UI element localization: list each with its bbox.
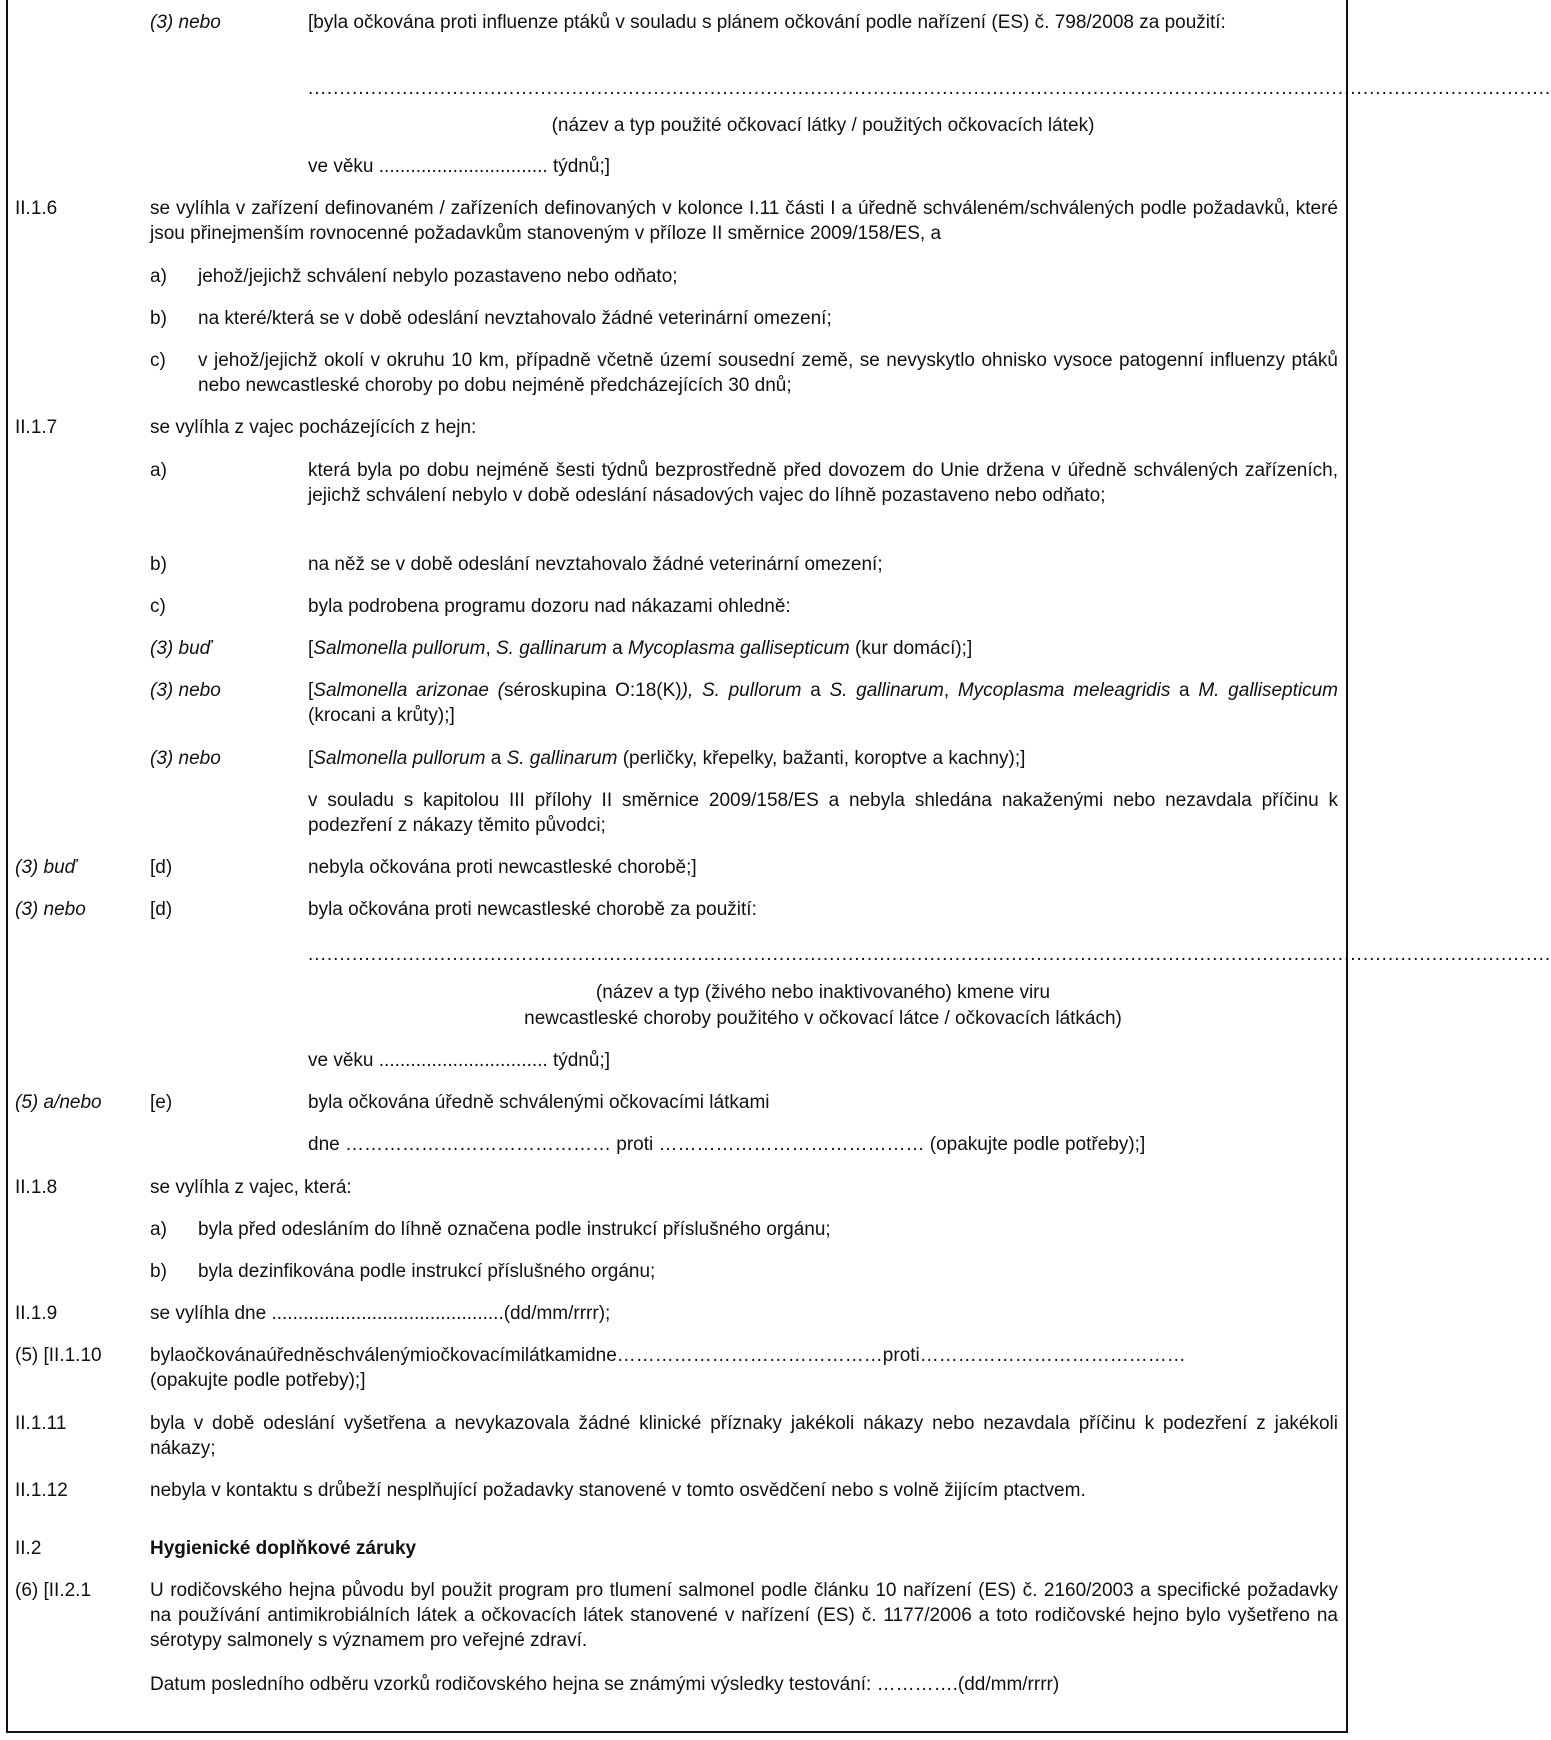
s117-c-letter: c) [150, 596, 166, 617]
opt1-text: [Salmonella pullorum, S. gallinarum a Mycoplasma gallisepticum (kur domácí);] [308, 638, 973, 659]
d2-caption-2: newcastleské choroby použitého v očkovací látce / očkovacích látkách) [524, 1008, 1122, 1029]
s118-a-letter: a) [150, 1219, 167, 1240]
s119-text: se vylíhla dne ............................................(dd/mm/rrrr); [150, 1303, 611, 1324]
s1110-line2: (opakujte podle potřeby);] [150, 1370, 366, 1391]
d2-caption-1: (název a typ (živého nebo inaktivovaného) kmene viru [595, 982, 1051, 1003]
top-age: ve věku ................................ týdnů;] [308, 156, 610, 177]
opt2-marker: (3) nebo [150, 680, 221, 701]
e-letter: [e) [150, 1092, 173, 1113]
s12-num: II.2 [15, 1538, 42, 1559]
d2-text: byla očkována proti newcastleské chorobě za použití: [308, 899, 757, 920]
s119-num: II.1.9 [15, 1303, 58, 1324]
d1-letter: [d) [150, 857, 173, 878]
top-marker: (3) nebo [150, 12, 221, 33]
opt1-marker: (3) buď [150, 638, 212, 659]
opt2-text: [Salmonella arizonae (séroskupina O:18(K)), S. pullorum a S. gallinarum, Mycoplasma meleagridis a M. gallisepticum (krocani a krůty);] [308, 680, 1339, 726]
e-text: byla očkována úředně schválenými očkovacími látkami [308, 1092, 770, 1113]
opt3-marker: (3) nebo [150, 748, 221, 769]
top-caption: (název a typ použité očkovací látky / použitých očkovacích látek) [551, 115, 1095, 136]
s121-num: (6) [II.2.1 [15, 1580, 92, 1601]
s1112-text: nebyla v kontaktu s drůbeží nesplňující požadavky stanovené v tomto osvědčení nebo s volně žijícím ptactvem. [150, 1480, 1086, 1501]
e-marker: (5) a/nebo [15, 1092, 102, 1113]
s116-num: II.1.6 [15, 198, 58, 219]
s117-num: II.1.7 [15, 417, 58, 438]
s118-num: II.1.8 [15, 1177, 58, 1198]
s116-b-letter: b) [150, 308, 167, 329]
d2-dots: ...................................................................................................................................................................................................... [308, 944, 1551, 965]
s117-a-letter: a) [150, 460, 167, 481]
s118-b-letter: b) [150, 1261, 167, 1282]
s117-a-text: která byla po dobu nejméně šesti týdnů bezprostředně před dovozem do Unie držena v úředně schválených zařízeních, jejichž schválení nebylo v době odeslání násadových vajec do líhně pozastaveno nebo odňato; [308, 460, 1338, 506]
top-text: [byla očkována proti influenze ptáků v souladu s plánem očkování podle nařízení (ES) č. 798/2008 za použití: [308, 12, 1226, 33]
s118-a-text: byla před odesláním do líhně označena podle instrukcí příslušného orgánu; [198, 1219, 831, 1240]
s1110-num: (5) [II.1.10 [15, 1345, 102, 1366]
s116-a-text: jehož/jejichž schválení nebylo pozastaveno nebo odňato; [198, 266, 678, 287]
d1-text: nebyla očkována proti newcastleské chorobě;] [308, 857, 697, 878]
s117-c-text: byla podrobena programu dozoru nad nákazami ohledně: [308, 596, 791, 617]
s116-a-letter: a) [150, 266, 167, 287]
s116-text: se vylíhla v zařízení definovaném / zařízeních definovaných v kolonce I.11 části I a úředně schváleném/schválených podle požadavků, které jsou přinejmenším rovnocenné požadavkům stanoveným v příloze II směrnice 2009/158/ES, a [150, 198, 1338, 244]
s117-conclusion: v souladu s kapitolou III přílohy II směrnice 2009/158/ES a nebyla shledána nakaženými nebo nezavdala příčinu k podezření z nákazy těmito původci; [308, 790, 1338, 836]
opt3-text: [Salmonella pullorum a S. gallinarum (perličky, křepelky, bažanti, koroptve a kachny);] [308, 748, 1026, 769]
s1111-text: byla v době odeslání vyšetřena a nevykazovala žádné klinické příznaky jakékoli nákazy nebo nezavdala příčinu k podezření z jakékoli nákazy; [150, 1413, 1338, 1459]
s117-b-letter: b) [150, 554, 167, 575]
d2-age: ve věku ................................ týdnů;] [308, 1050, 610, 1071]
top-dots: ...................................................................................................................................................................................................... [308, 78, 1551, 99]
s118-text: se vylíhla z vajec, která: [150, 1177, 352, 1198]
d2-letter: [d) [150, 899, 173, 920]
s116-c-letter: c) [150, 350, 166, 371]
s1111-num: II.1.11 [15, 1413, 67, 1434]
s116-b-text: na které/která se v době odeslání nevztahovalo žádné veterinární omezení; [198, 308, 832, 329]
s1112-num: II.1.12 [15, 1480, 68, 1501]
e-date: dne …………………………………… proti …………………………………… (opakujte podle potřeby);] [308, 1134, 1146, 1155]
s121-text: U rodičovského hejna původu byl použit program pro tlumení salmonel podle článku 10 nařízení (ES) č. 2160/2003 a specifické požadavky na používání antimikrobiálních látek a očkovacích látek stanovené v nařízení (ES) č. 1177/2006 a toto rodičovské hejno bylo vyšetřeno na sérotypy salmonely s významem pro veřejné zdraví. [150, 1580, 1338, 1651]
s116-c-text: v jehož/jejichž okolí v okruhu 10 km, případně včetně území sousední země, se nevyskytlo ohnisko vysoce patogenní influenzy ptáků nebo newcastleské choroby po dobu nejméně předcházejících 30 dnů; [198, 350, 1338, 396]
s117-b-text: na něž se v době odeslání nevztahovalo žádné veterinární omezení; [308, 554, 883, 575]
s117-text: se vylíhla z vajec pocházejících z hejn: [150, 417, 477, 438]
d2-marker: (3) nebo [15, 899, 86, 920]
s1110-line1: bylaočkovánaúředněschválenýmiočkovacímilátkamidne……………………………………proti…………………………………… [150, 1345, 1186, 1366]
s12-heading: Hygienické doplňkové záruky [150, 1538, 417, 1559]
s121-date: Datum posledního odběru vzorků rodičovského hejna se známými výsledky testování: ………….(dd/mm/rrrr) [150, 1674, 1060, 1695]
d1-marker: (3) buď [15, 857, 77, 878]
s118-b-text: byla dezinfikována podle instrukcí příslušného orgánu; [198, 1261, 656, 1282]
